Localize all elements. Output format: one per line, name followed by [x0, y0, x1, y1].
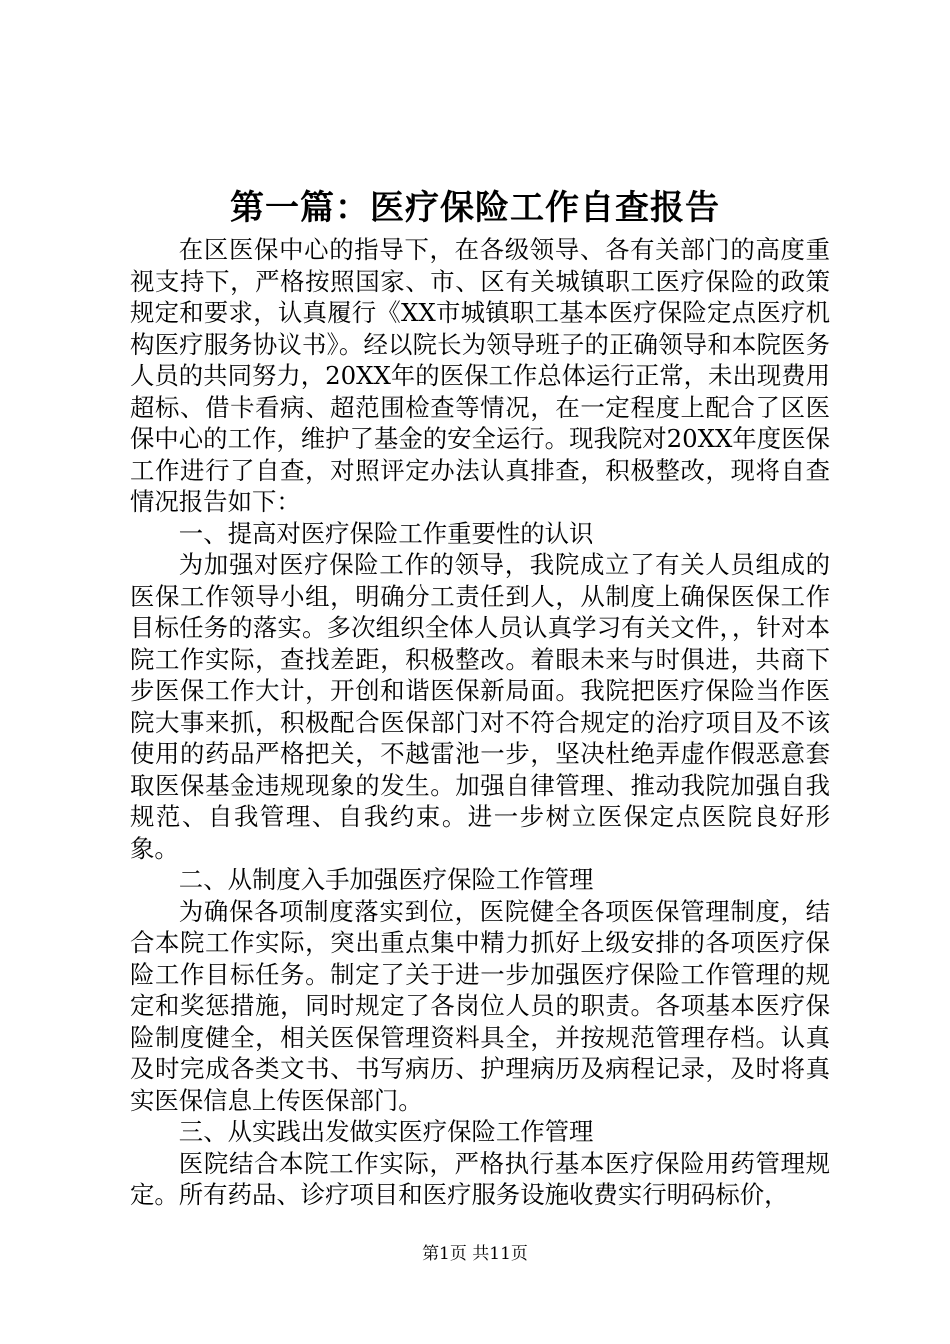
page-title: 第一篇：医疗保险工作自查报告: [230, 188, 720, 228]
page-number-footer: 第1页 共11页: [422, 1244, 528, 1264]
section-2-paragraph: 为确保各项制度落实到位，医院健全各项医保管理制度，结合本院工作实际，突出重点集中精力抓好上级安排的各项医疗保险工作目标任务。制定了关于进一步加强医疗保险工作管理的规定和奖惩措施，同时规定了各岗位人员的职责。各项基本医疗保险制度健全，相关医保管理资料具全，并按规范管理存档。认真及时完成各类文书、书写病历、护理病历及病程记录，及时将真实医保信息上传医保部门。: [130, 896, 830, 1115]
section-heading-2: 二、从制度入手加强医疗保险工作管理: [178, 865, 594, 894]
intro-paragraph: 在区医保中心的指导下，在各级领导、各有关部门的高度重视支持下，严格按照国家、市、区有关城镇职工医疗保险的政策规定和要求，认真履行《XX市城镇职工基本医疗保险定点医疗机构医疗服务协议书》。经以院长为领导班子的正确领导和本院医务人员的共同努力，20XX年的医保工作总体运行正常，未出现费用超标、借卡看病、超范围检查等情况，在一定程度上配合了区医保中心的工作，维护了基金的安全运行。现我院对20XX年度医保工作进行了自查，对照评定办法认真排查，积极整改，现将自查情况报告如下：: [130, 235, 830, 516]
section-3-paragraph: 医院结合本院工作实际，严格执行基本医疗保险用药管理规定。所有药品、诊疗项目和医疗服务设施收费实行明码标价，: [130, 1148, 830, 1209]
section-heading-1: 一、提高对医疗保险工作重要性的认识: [178, 518, 594, 548]
section-1-paragraph: 为加强对医疗保险工作的领导，我院成立了有关人员组成的医保工作领导小组，明确分工责任到人，从制度上确保医保工作目标任务的落实。多次组织全体人员认真学习有关文件，，针对本院工作实际，查找差距，积极整改。着眼未来与时俱进，共商下步医保工作大计，开创和谐医保新局面。我院把医疗保险当作医院大事来抓，积极配合医保部门对不符合规定的治疗项目及不该使用的药品严格把关，不越雷池一步，坚决杜绝弄虚作假恶意套取医保基金违规现象的发生。加强自律管理、推动我院加强自我规范、自我管理、自我约束。进一步树立医保定点医院良好形象。: [130, 550, 830, 863]
document-body: [130, 234, 830, 1211]
section-heading-3: 三、从实践出发做实医疗保险工作管理: [178, 1117, 594, 1146]
